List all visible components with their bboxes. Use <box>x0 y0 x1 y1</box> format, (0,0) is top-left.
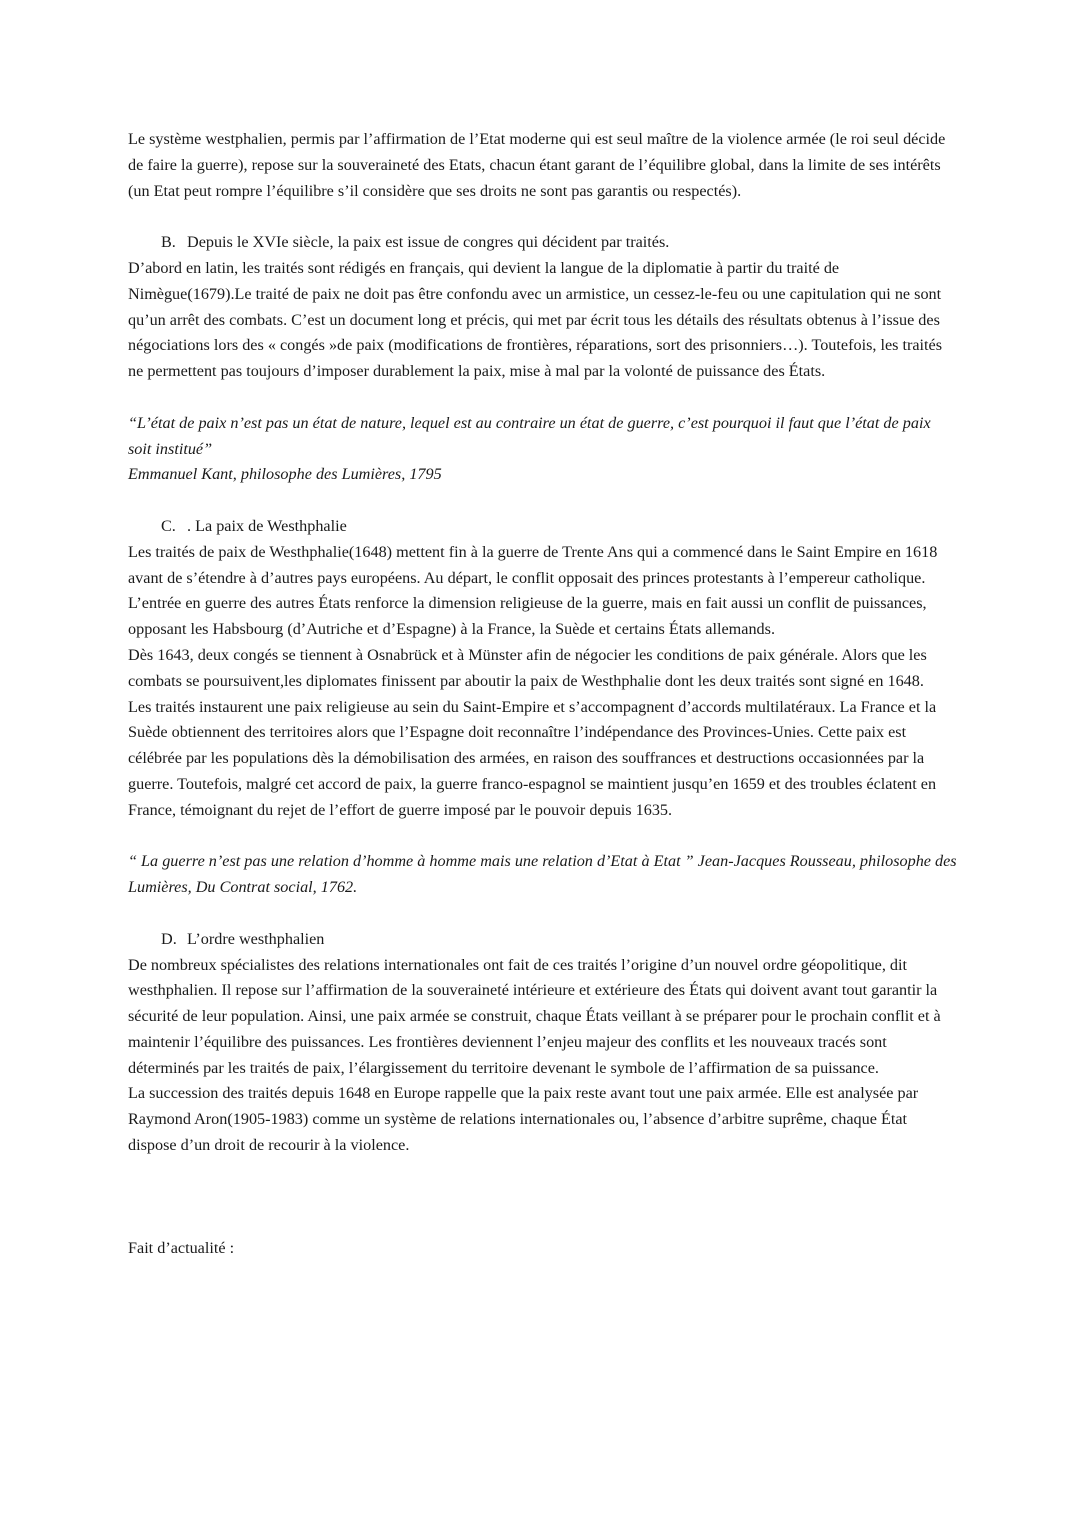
section-d-paragraph: La succession des traités depuis 1648 en Europe rappelle que la paix reste avant tout une paix armée. Elle est analysée par Raymond Aron(1905-1983) comme un système de relations internationales ou, l’absence d’arbitre suprême, chaque État dispose d’un droit de recourir à la violence. <box>128 1084 919 1155</box>
spacer <box>128 901 958 927</box>
section-c-letter: C. <box>161 516 176 535</box>
section-c-paragraph: Les traités de paix de Westhphalie(1648) mettent fin à la guerre de Trente Ans qui a commencé dans le Saint Empire en 1618 avant de s’étendre à d’autres pays européens. Au départ, le conflit opposait des princes protestants à l’empereur catholique. L’entrée en guerre des autres États renforce la dimension religieuse de la guerre, mais en fait aussi un conflit de puissances, opposant les Habsbourg (d’Autriche et d’Espagne) à la France, la Suède et certains États allemands. <box>128 542 938 639</box>
rousseau-quote: “ La guerre n’est pas une relation d’homme à homme mais une relation d’Etat à Etat ” Jean-Jacques Rousseau, philosophe des Lumières, Du Contrat social, 1762. <box>128 852 957 897</box>
section-c-heading <box>128 514 958 540</box>
section-d-heading <box>128 927 958 953</box>
document-page <box>128 127 958 1262</box>
spacer <box>128 488 958 514</box>
spacer <box>128 824 958 850</box>
current-events-label: Fait d’actualité : <box>128 1238 235 1257</box>
spacer <box>128 385 958 411</box>
section-c-title: . La paix de Westhphalie <box>187 516 347 535</box>
section-d-title: L’ordre westhphalien <box>187 929 325 948</box>
section-d-paragraph: De nombreux spécialistes des relations internationales ont fait de ces traités l’origine d’un nouvel ordre géopolitique, dit westhphalien. Il repose sur l’affirmation de la souveraineté intérieure et extérieure des États qui doivent avant tout garantir la sécurité de leur population. Ainsi, une paix armée se construit, chaque États veillant à se préparer pour le prochain conflit et à maintenir l’équilibre des puissances. Les frontières deviennent l’enjeu majeur des conflits et les nouveaux tracés sont déterminés par les traités de paix, l’élargissement du territoire devenant le symbole de l’affirmation de sa puissance. <box>128 955 941 1077</box>
section-b-letter: B. <box>161 233 176 252</box>
section-b-body: D’abord en latin, les traités sont rédigés en français, qui devient la langue de la diplomatie à partir du traité de Nimègue(1679).Le traité de paix ne doit pas être confondu avec un armistice, un cessez-le-feu ou une capitulation qui ne sont qu’un arrêt des combats. C’est un document long et précis, qui met par écrit tous les détails des résultats obtenus à l’issue des négociations lors des « congés »de paix (modifications de frontières, réparations, sort des prisonniers…). Toutefois, les traités ne permettent pas toujours d’imposer durablement la paix, mise à mal par la volonté de puissance des États. <box>128 258 943 381</box>
section-c-paragraph: Les traités instaurent une paix religieuse au sein du Saint-Empire et s’accompagnent d’accords multilatéraux. La France et la Suède obtiennent des territoires alors que l’Espagne doit reconnaître l’indépendance des Provinces-Unies. Cette paix est célébrée par les populations dès la démobilisation des armées, en raison des souffrances et destructions occasionnées par la guerre. Toutefois, malgré cet accord de paix, la guerre franco-espagnol se maintient jusqu’en 1659 et des troubles éclatent en France, témoignant du rejet de l’effort de guerre imposé par le pouvoir depuis 1635. <box>128 697 937 819</box>
section-d-letter: D. <box>161 929 177 948</box>
section-c-paragraph: Dès 1643, deux congés se tiennent à Osnabrück et à Münster afin de négocier les conditions de paix générale. Alors que les combats se poursuivent,les diplomates finissent par aboutir la paix de Westhphalie dont les deux traités sont signé en 1648. <box>128 645 927 690</box>
section-b-title: Depuis le XVIe siècle, la paix est issue de congres qui décident par traités. <box>187 233 670 252</box>
spacer <box>128 1159 958 1236</box>
kant-attribution: Emmanuel Kant, philosophe des Lumières, 1795 <box>128 465 442 484</box>
section-b-heading <box>128 230 958 256</box>
kant-quote: “L’état de paix n’est pas un état de nature, lequel est au contraire un état de guerre, c’est pourquoi il faut que l’état de paix soit institué” <box>128 413 931 458</box>
intro-paragraph: Le système westphalien, permis par l’affirmation de l’Etat moderne qui est seul maître de la violence armée (le roi seul décide de faire la guerre), repose sur la souveraineté des Etats, chacun étant garant de l’équilibre global, dans la limite de ses intérêts (un Etat peut rompre l’équilibre s’il considère que ses droits ne sont pas garantis ou respectés). <box>128 130 946 200</box>
spacer <box>128 204 958 230</box>
